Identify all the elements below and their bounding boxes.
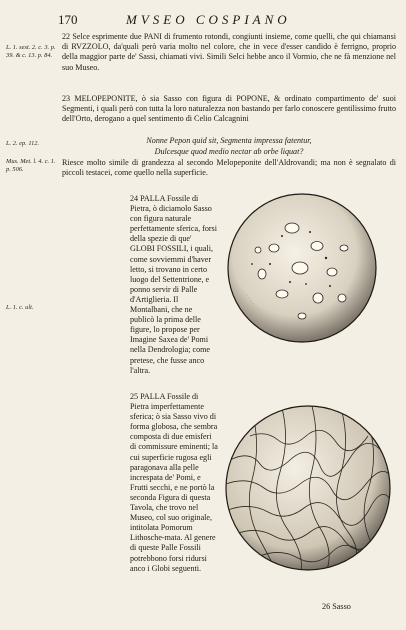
- verse-line-2: Dulcesque quod medio nectar ab orbe liquat?: [154, 147, 304, 156]
- margin-note-4: L. 1. c. ult.: [6, 304, 34, 311]
- page-number: 170: [58, 12, 78, 27]
- running-head: MVSEO COSPIANO: [126, 12, 291, 27]
- paragraph-22: 22 Selce esprimente due PANI di frumento rotondi, congiunti insieme, come quelli, che qui chiamansi di RVZZOLO, da'quali però varia molto nel colore, che in vece d'esser candido è ferrigno, proprio della maggior parte de' Sassi, chiamati vivi. Simili Selci hebbe anco il Vormio, che ne fà menzione nel suo Museo.: [62, 32, 396, 72]
- paragraph-23b: Riesce molto simile di grandezza al secondo Melopeponite dell'Aldrovandi; ma non è segnalato di piccoli testacei, come quello nella superficie.: [62, 158, 396, 178]
- margin-note-3: Mus. Met. l. 4. c. 1. p. 506.: [6, 158, 56, 174]
- margin-note-2: L. 2. ep. 112.: [6, 140, 40, 147]
- margin-note-1: L. 1. sest. 2. c. 3. p. 39. & c. 13. p. 84.: [6, 44, 56, 60]
- page-header: [58, 12, 368, 30]
- figure-caption: 26 Sasso: [322, 602, 351, 611]
- verse-line-1: Nonne Pepon quid sit, Segmenta impressa fatentur,: [146, 136, 312, 145]
- sphere-figure-wrinkled: [220, 400, 396, 576]
- sphere-figure-speckled: [222, 188, 382, 348]
- paragraph-25: 25 PALLA Fossile di Pietra imperfettamente sferica; ò sia Sasso vivo di forma globosa, che sembra composta di due emisferi di commissure eminenti; la cui superficie rugosa egli paragonava alla pelle increspata de' Pomi, e Frutti secchi, e ne portò la seconda Figura di questa Tavola, che trovo nel Museo, col suo originale, intitolata Pomorum Lithosche-mata. Al genere di queste Palle Fossili potrebbono forsi ridursi anco i Globi seguenti.: [130, 392, 218, 573]
- paragraph-24: 24 PALLA Fossile di Pietra, ò diciamolo Sasso con figura naturale perfettamente sferica, forsi della spezie di que' GLOBI FOSSILI, i quali, come sovviemmi d'haver letto, si trovano in certo luogo del Settentrione, e ponno servir di Palle d'Artiglieria. Il Montalbani, che ne publicò la prima delle figure, lo propose per Imagine Saxea de' Pomi nella Dendrologia; come pretese, che fusse anco l'altra.: [130, 194, 217, 375]
- paragraph-23: 23 MELOPEPONITE, ò sia Sasso con figura di POPONE, & ordinato compartimento de' suoi Segmenti, i quali però con tutta la loro naturalezza non bastando per farlo conoscere gentilissimo frutto dell'Orto, derogano a quel sentimento di Celio Calcagnini: [62, 94, 396, 124]
